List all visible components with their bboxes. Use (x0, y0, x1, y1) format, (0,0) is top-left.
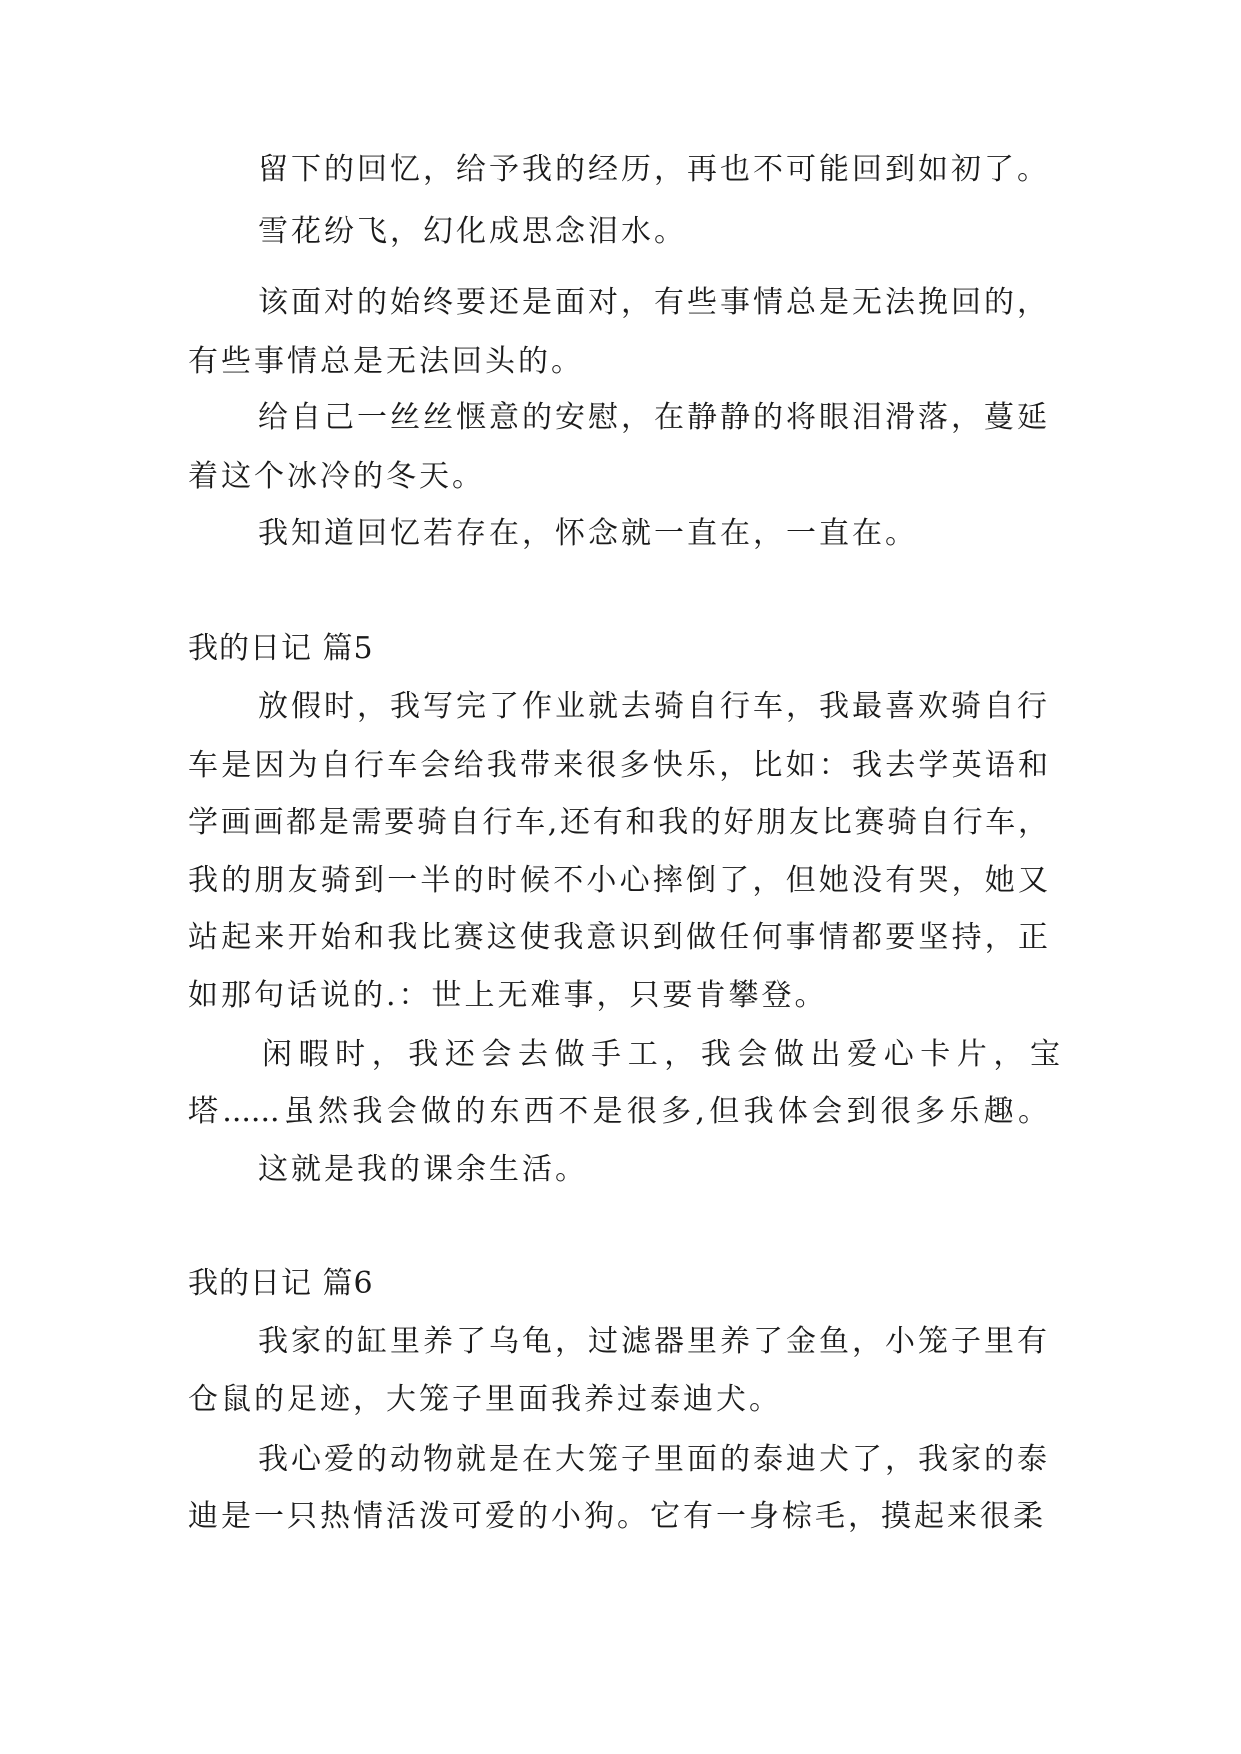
paragraph-line: 我心爱的动物就是在大笼子里面的泰迪犬了，我家的泰 (258, 1442, 1050, 1477)
paragraph-line: 给自己一丝丝惬意的安慰，在静静的将眼泪滑落，蔓延 (258, 400, 1050, 435)
paragraph-line: 车是因为自行车会给我带来很多快乐，比如：我去学英语和 (188, 748, 1048, 783)
paragraph-line: 有些事情总是无法回头的。 (188, 344, 584, 379)
paragraph-line: 站起来开始和我比赛这使我意识到做任何事情都要坚持，正 (188, 920, 1048, 955)
paragraph-line: 着这个冰冷的冬天。 (188, 459, 485, 494)
paragraph-line: 学画画都是需要骑自行车,还有和我的好朋友比赛骑自行车， (188, 805, 1048, 840)
paragraph-line: 放假时，我写完了作业就去骑自行车，我最喜欢骑自行 (258, 689, 1050, 724)
paragraph-line: 我的朋友骑到一半的时候不小心摔倒了，但她没有哭，她又 (188, 863, 1048, 898)
paragraph-line: 我知道回忆若存在，怀念就一直在，一直在。 (258, 516, 918, 551)
paragraph-line: 该面对的始终要还是面对，有些事情总是无法挽回的， (258, 285, 1050, 320)
paragraph-line: 如那句话说的.：世上无难事，只要肯攀登。 (188, 978, 828, 1013)
paragraph-line: 塔......虽然我会做的东西不是很多,但我体会到很多乐趣。 (188, 1094, 1048, 1129)
paragraph-line: 仓鼠的足迹，大笼子里面我养过泰迪犬。 (188, 1382, 782, 1417)
paragraph-line: 闲暇时，我还会去做手工，我会做出爱心卡片，宝 (262, 1037, 1060, 1072)
paragraph-line: 这就是我的课余生活。 (258, 1152, 588, 1187)
paragraph-line: 留下的回忆，给予我的经历，再也不可能回到如初了。 (258, 152, 1050, 187)
paragraph-line: 我家的缸里养了乌龟，过滤器里养了金鱼，小笼子里有 (258, 1324, 1050, 1359)
section-heading: 我的日记 篇5 (188, 631, 374, 666)
section-heading: 我的日记 篇6 (188, 1266, 374, 1301)
paragraph-line: 雪花纷飞，幻化成思念泪水。 (258, 214, 687, 249)
paragraph-line: 迪是一只热情活泼可爱的小狗。它有一身棕毛，摸起来很柔 (188, 1499, 1046, 1534)
